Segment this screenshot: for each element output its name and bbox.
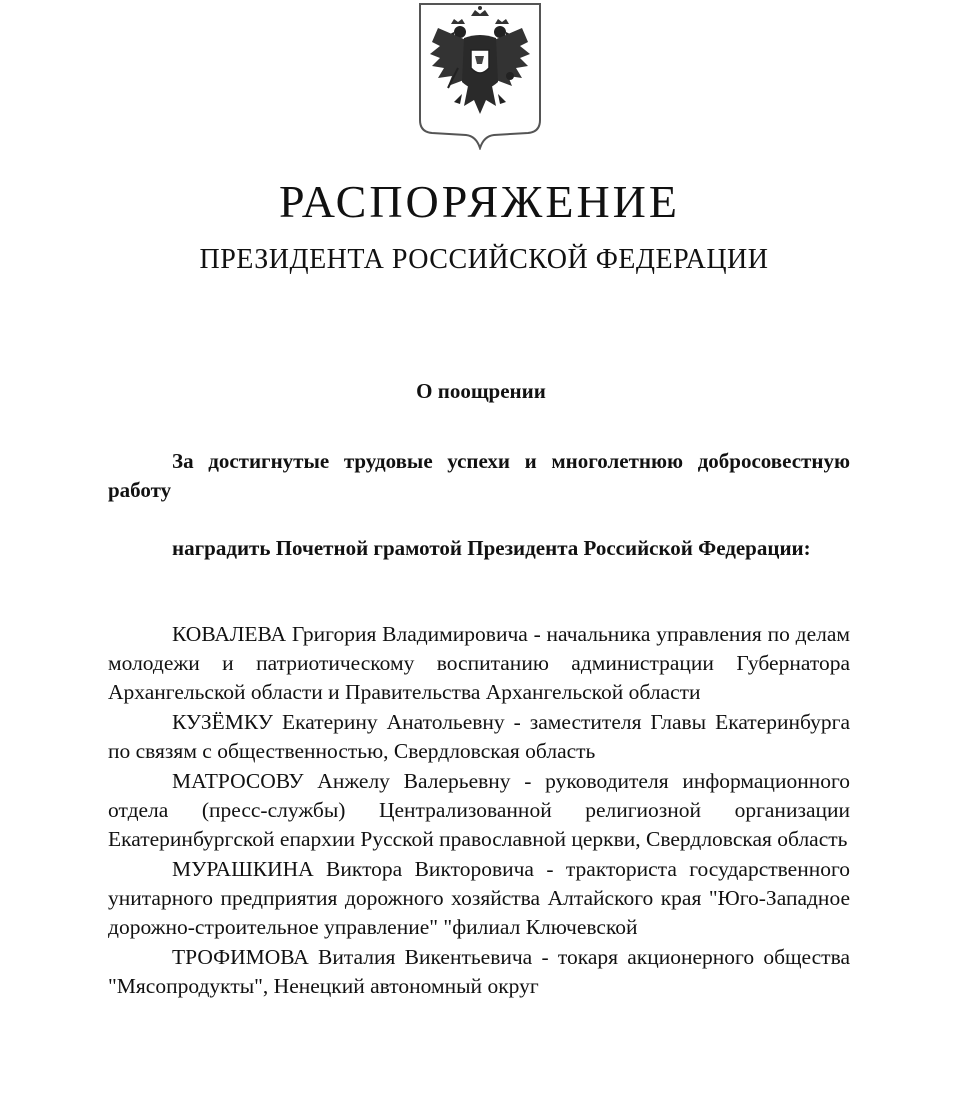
awardee-entry: МУРАШКИНА Виктора Викторовича - тракториста государственного унитарного предприятия дорожного хозяйства Алтайского края "Юго-Западное дорожно-строительное управление" "филиал Ключевской xyxy=(108,857,850,939)
document-title: РАСПОРЯЖЕНИЕ xyxy=(279,176,680,227)
awardee-entry: ТРОФИМОВА Виталия Викентьевича - токаря акционерного общества "Мясопродукты", Ненецкий автономный округ xyxy=(108,945,850,998)
awardee-entry: КУЗЁМКУ Екатерину Анатольевну - заместителя Главы Екатеринбурга по связям с общественностью, Свердловская область xyxy=(108,710,850,763)
awardee-entry: КОВАЛЕВА Григория Владимировича - начальника управления по делам молодежи и патриотическому воспитанию администрации Губернатора Архангельской области и Правительства Архангельской области xyxy=(108,622,850,704)
preamble-paragraph: За достигнутые трудовые успехи и многолетнюю добросовестную работу xyxy=(108,449,850,502)
awardee-list xyxy=(108,620,850,1001)
decision-paragraph: наградить Почетной грамотой Президента Российской Федерации: xyxy=(172,536,811,560)
state-emblem-icon xyxy=(418,2,542,150)
document-subtitle: ПРЕЗИДЕНТА РОССИЙСКОЙ ФЕДЕРАЦИИ xyxy=(199,244,769,275)
document-subject: О поощрении xyxy=(416,379,546,403)
awardee-entry: МАТРОСОВУ Анжелу Валерьевну - руководителя информационного отдела (пресс-службы) Централизованной религиозной организации Екатеринбургской епархии Русской православной церкви, Свердловская область xyxy=(108,769,850,851)
